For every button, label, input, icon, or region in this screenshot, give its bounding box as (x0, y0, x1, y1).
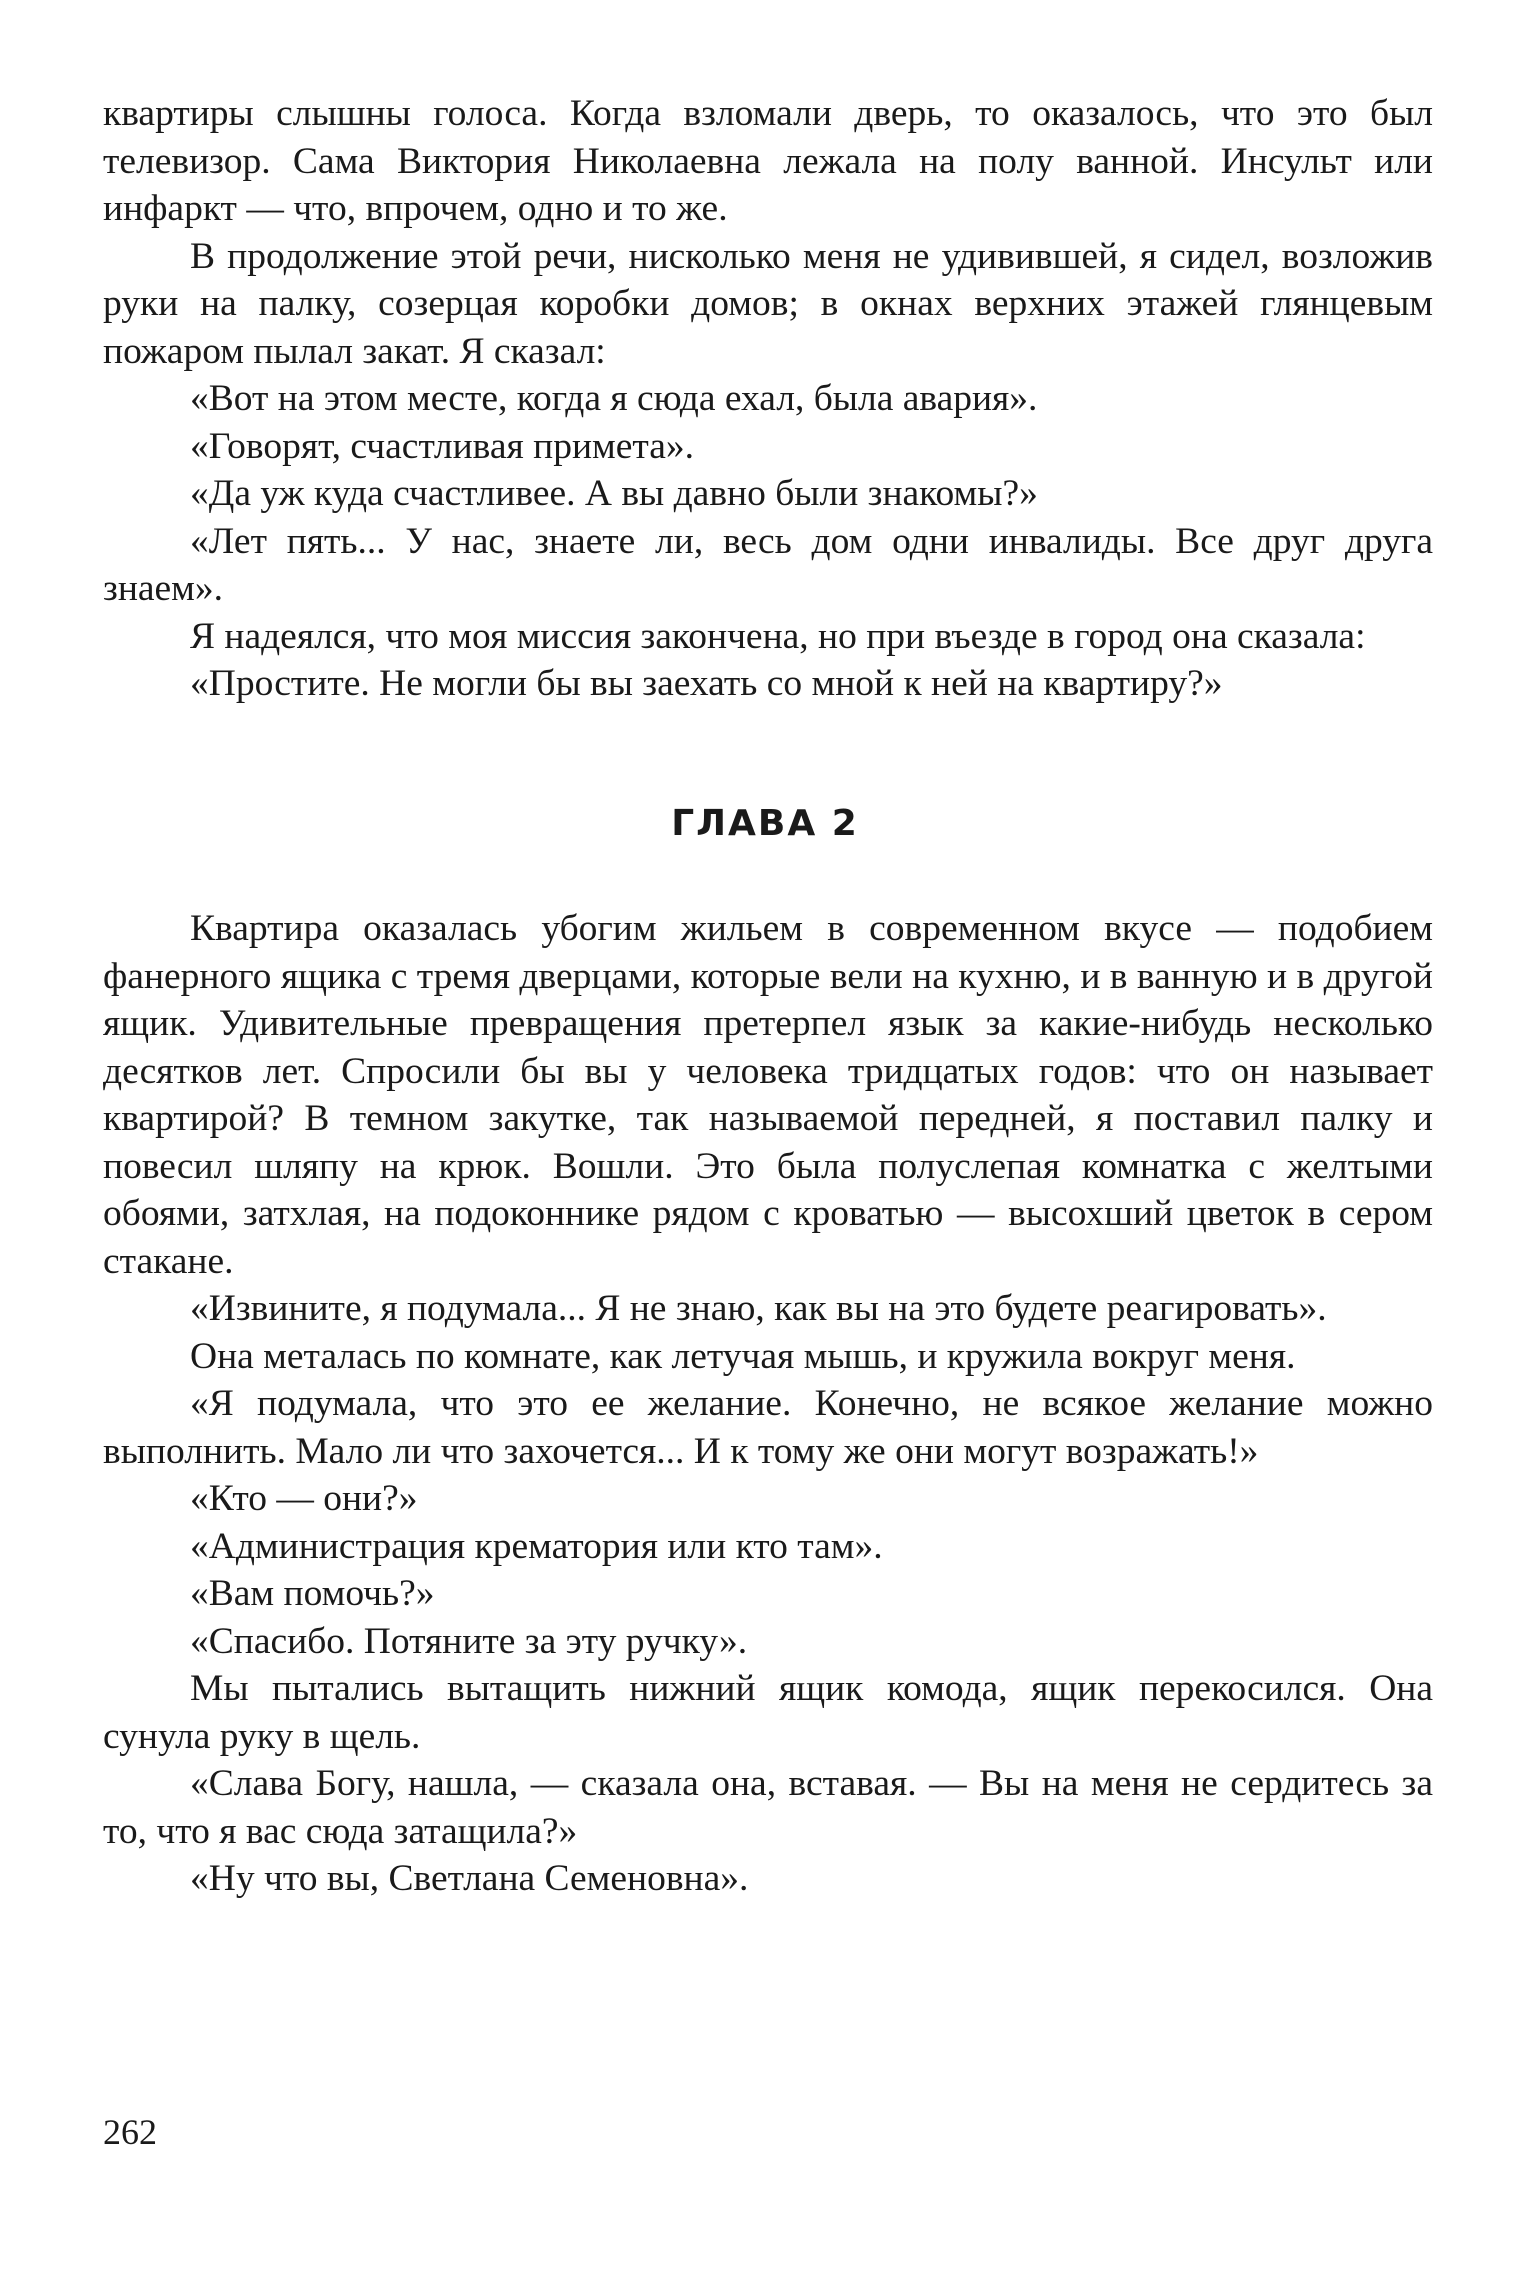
paragraph: «Лет пять... У нас, знаете ли, весь дом одни инвалиды. Все друг друга знаем». (103, 520, 1433, 609)
paragraph: квартиры слышны голоса. Когда взломали дверь, то оказалось, что это был телевизор. Сама Виктория Николаевна лежала на полу ванной. Инсульт или инфаркт — что, впрочем, одно и то же. (103, 93, 1433, 229)
paragraph: Она металась по комнате, как летучая мышь, и кружила вокруг меня. (190, 1335, 1296, 1377)
paragraph: «Вот на этом месте, когда я сюда ехал, была авария». (190, 378, 1038, 419)
text-block-bottom (103, 905, 1433, 1903)
paragraph: «Говорят, счастливая примета». (190, 425, 695, 467)
paragraph: «Вам помочь?» (190, 1573, 435, 1614)
paragraph: «Слава Богу, нашла, — сказала она, вставая. — Вы на меня не сердитесь за то, что я вас сюда затащила?» (103, 1763, 1433, 1852)
chapter-title: ГЛАВА 2 (671, 803, 859, 844)
paragraph: Квартира оказалась убогим жильем в современном вкусе — подобием фанерного ящика с тремя дверцами, которые вели на кухню, и в ванную и в другой ящик. Удивительные превращения претерпел язык за какие-нибудь несколько десятков лет. Спросили бы вы у человека тридцатых годов: что он называет квартирой? В темном закутке, так называемой передней, я поставил палку и повесил шляпу на крюк. Вошли. Это была полуслепая комнатка с желтыми обоями, затхлая, на подоконнике рядом с кроватью — высохший цветок в сером стакане. (103, 908, 1433, 1282)
paragraph: «Администрация крематория или кто там». (190, 1525, 883, 1567)
paragraph: «Ну что вы, Светлана Семеновна». (190, 1858, 749, 1899)
paragraph: «Простите. Не могли бы вы заехать со мной к ней на квартиру?» (190, 663, 1223, 704)
paragraph: «Да уж куда счастливее. А вы давно были знакомы?» (190, 473, 1038, 514)
paragraph: «Спасибо. Потяните за эту ручку». (190, 1620, 748, 1662)
page-number: 262 (103, 2112, 157, 2152)
paragraph: В продолжение этой речи, нисколько меня не удивившей, я сидел, возложив руки на палку, созерцая коробки домов; в окнах верхних этажей глянцевым пожаром пылал закат. Я сказал: (103, 235, 1433, 372)
paragraph: Я надеялся, что моя миссия закончена, но при въезде в город она сказала: (190, 615, 1366, 657)
paragraph: «Я подумала, что это ее желание. Конечно, не всякое желание можно выполнить. Мало ли что захочется... И к тому же они могут возражать!» (103, 1383, 1433, 1472)
text-block-top (103, 90, 1433, 708)
paragraph: Мы пытались вытащить нижний ящик комода, ящик перекосился. Она сунула руку в щель. (103, 1668, 1433, 1757)
paragraph: «Кто — они?» (190, 1478, 418, 1519)
paragraph: «Извините, я подумала... Я не знаю, как вы на это будете реагировать». (190, 1288, 1327, 1329)
